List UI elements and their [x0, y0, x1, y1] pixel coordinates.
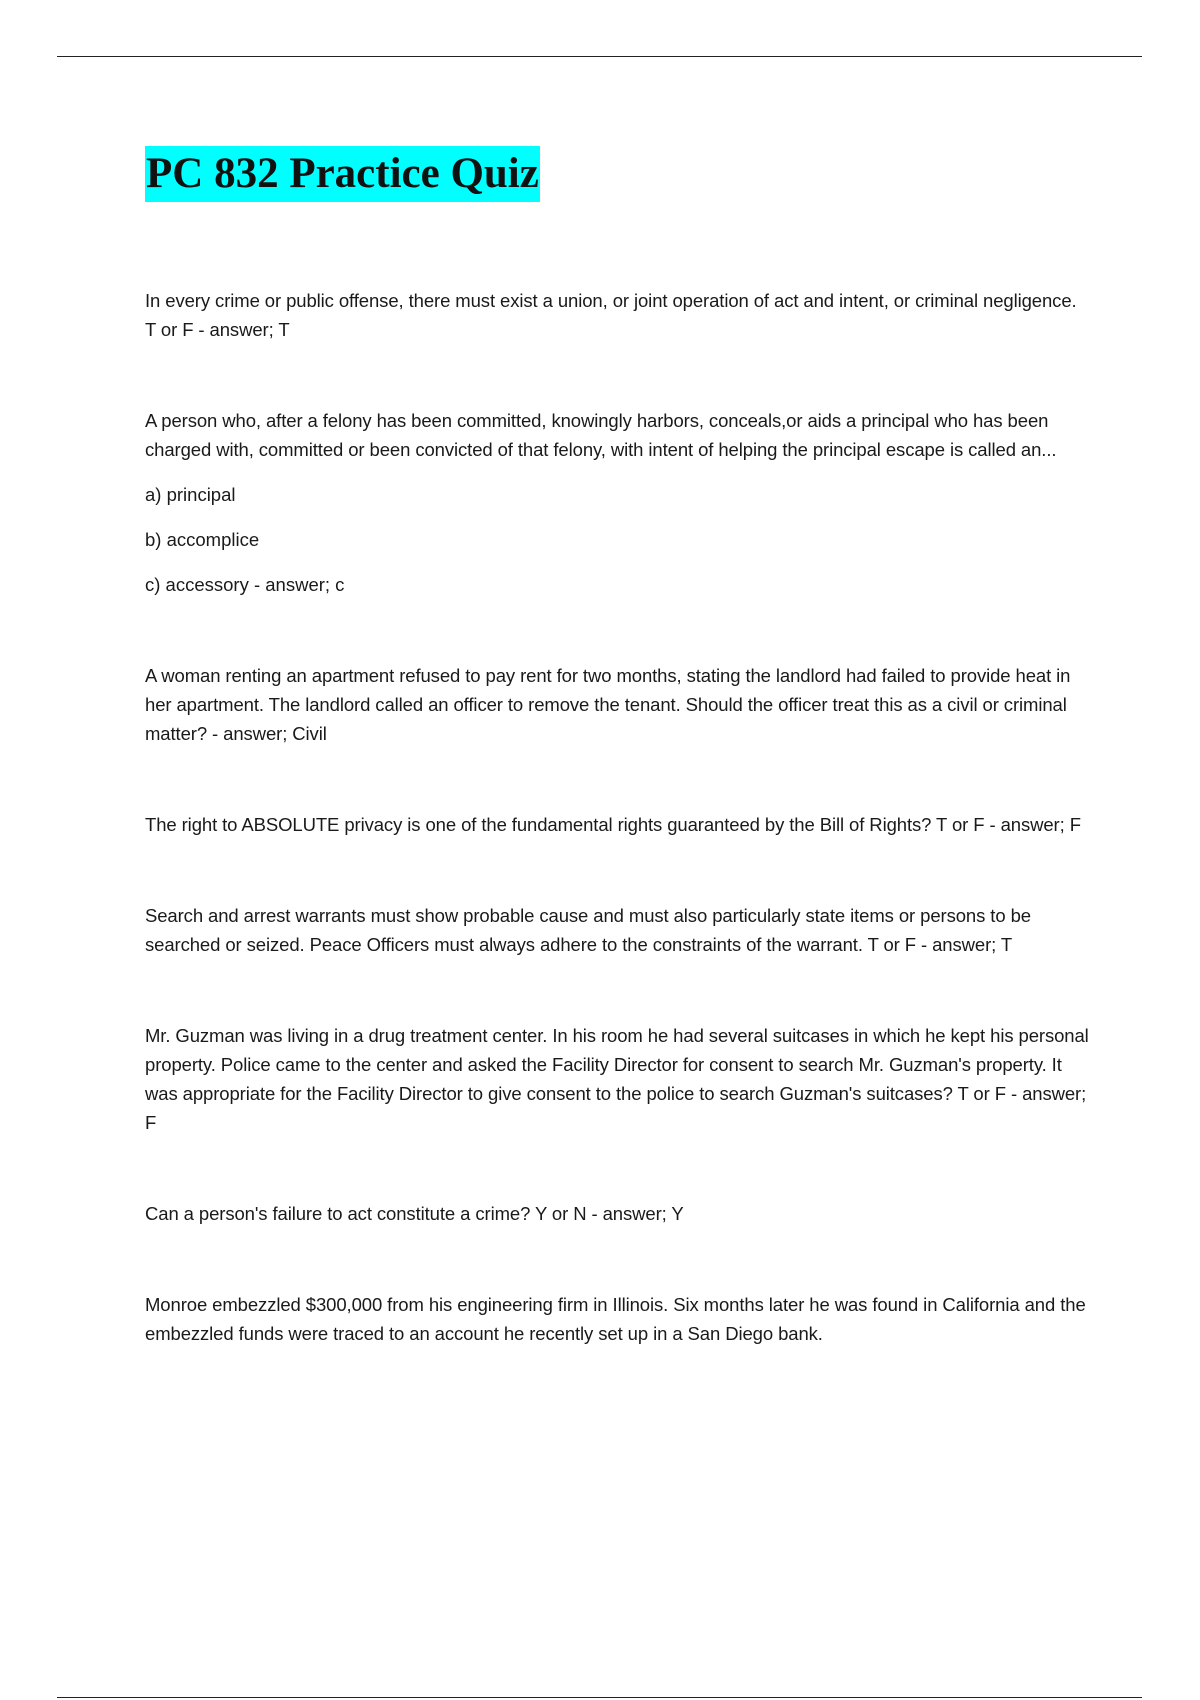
question-5: Search and arrest warrants must show probable cause and must also particularly state items or persons to be searched or seized. Peace Officers must always adhere to the constraints of the warrant. T or F - answer; T: [145, 905, 1031, 955]
title-block: [145, 146, 1090, 202]
bottom-divider: [57, 1697, 1142, 1698]
document-body: [145, 146, 1090, 1348]
question-6: Mr. Guzman was living in a drug treatment center. In his room he had several suitcases in which he kept his personal property. Police came to the center and asked the Facility Director for consent to search Mr. Guzman's property. It was appropriate for the Facility Director to give consent to the police to search Guzman's suitcases? T or F - answer; F: [145, 1025, 1089, 1133]
top-divider: [57, 56, 1142, 57]
question-7: Can a person's failure to act constitute a crime? Y or N - answer; Y: [145, 1203, 684, 1224]
question-8: Monroe embezzled $300,000 from his engineering firm in Illinois. Six months later he was found in California and the embezzled funds were traced to an account he recently set up in a San Diego bank.: [145, 1294, 1086, 1344]
question-4: The right to ABSOLUTE privacy is one of the fundamental rights guaranteed by the Bill of Rights? T or F - answer; F: [145, 814, 1081, 835]
question-2-option-a: a) principal: [145, 484, 236, 505]
question-3: A woman renting an apartment refused to pay rent for two months, stating the landlord had failed to provide heat in her apartment. The landlord called an officer to remove the tenant. Should the officer treat this as a civil or criminal matter? - answer; Civil: [145, 665, 1071, 744]
question-2-option-b: b) accomplice: [145, 529, 260, 550]
question-2: A person who, after a felony has been committed, knowingly harbors, conceals,or aids a principal who has been charged with, committed or been convicted of that felony, with intent of helping the principal escape is called an...: [145, 410, 1057, 460]
question-1: In every crime or public offense, there must exist a union, or joint operation of act and intent, or criminal negligence. T or F - answer; T: [145, 290, 1077, 340]
question-2-option-c: c) accessory - answer; c: [145, 574, 345, 595]
page-title: PC 832 Practice Quiz: [145, 146, 540, 202]
